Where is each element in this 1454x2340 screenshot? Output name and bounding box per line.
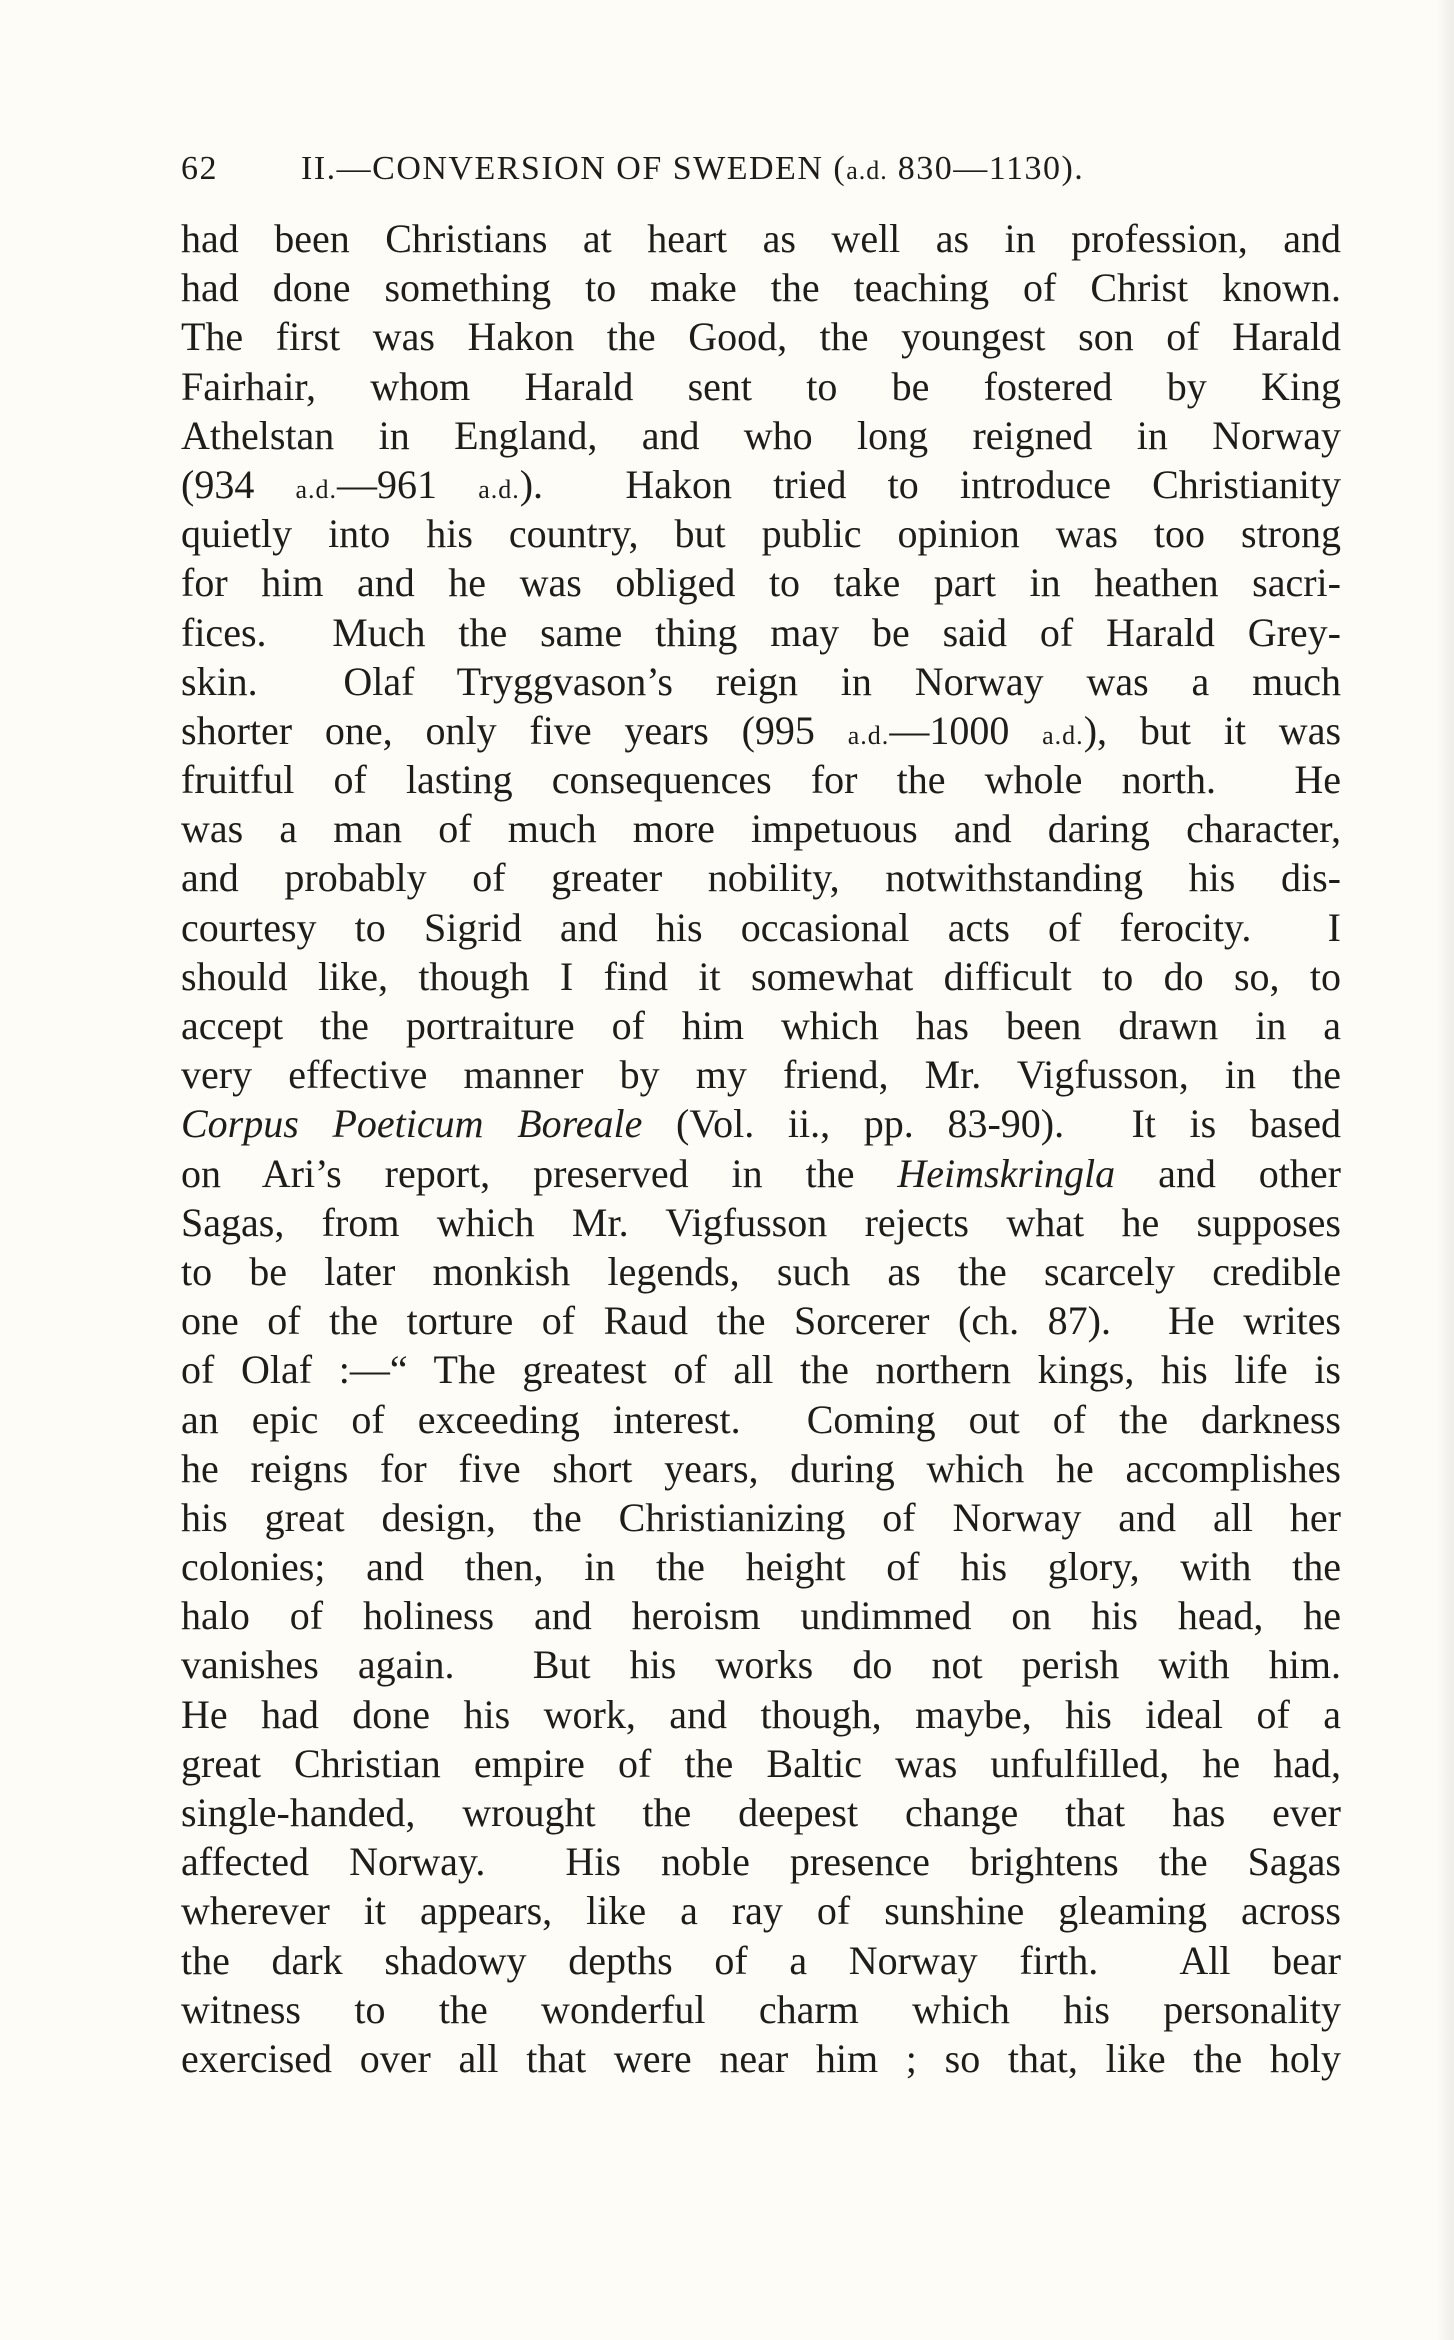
text-segment: vanishes again. But his works do not perish with him. bbox=[181, 1642, 1341, 1688]
text-line bbox=[181, 1001, 1341, 1050]
text-segment: for him and he was obliged to take part in heathen sacri- bbox=[181, 560, 1341, 606]
text-line bbox=[181, 1690, 1341, 1739]
text-segment: ). Hakon tried to introduce Christianity bbox=[519, 461, 1341, 507]
text-segment: and probably of greater nobility, notwithstanding his dis- bbox=[181, 855, 1341, 901]
text-segment: skin. Olaf Tryggvason’s reign in Norway was a much bbox=[181, 658, 1341, 704]
text-segment: he reigns for five short years, during which he accomplishes bbox=[181, 1445, 1341, 1491]
page-number: 62 bbox=[181, 150, 218, 187]
text-line bbox=[181, 1444, 1341, 1493]
text-line bbox=[181, 1985, 1341, 2034]
text-segment: affected Norway. His noble presence brightens the Sagas bbox=[181, 1839, 1341, 1885]
text-segment: was a man of much more impetuous and daring character, bbox=[181, 806, 1341, 852]
text-line bbox=[181, 1099, 1341, 1148]
text-segment: an epic of exceeding interest. Coming out of the darkness bbox=[181, 1396, 1341, 1442]
text-segment: should like, though I find it somewhat difficult to do so, to bbox=[181, 953, 1341, 999]
small-caps-era: a.d. bbox=[295, 474, 338, 504]
text-segment: quietly into his country, but public opinion was too strong bbox=[181, 511, 1341, 557]
text-line bbox=[181, 755, 1341, 804]
text-segment: He had done his work, and though, maybe, his ideal of a bbox=[181, 1691, 1341, 1737]
text-segment: Sagas, from which Mr. Vigfusson rejects what he supposes bbox=[181, 1199, 1341, 1245]
text-line bbox=[181, 1886, 1341, 1935]
chapter-title-era: a.d. bbox=[846, 156, 888, 185]
text-segment: to be later monkish legends, such as the scarcely credible bbox=[181, 1248, 1341, 1294]
text-segment: witness to the wonderful charm which his personality bbox=[181, 1986, 1341, 2032]
text-line bbox=[181, 1149, 1341, 1198]
text-line bbox=[181, 1493, 1341, 1542]
text-segment: had done something to make the teaching of Christ known. bbox=[181, 265, 1341, 311]
text-segment: accept the portraiture of him which has been drawn in a bbox=[181, 1003, 1341, 1048]
text-segment: very effective manner by my friend, Mr. Vigfusson, in the bbox=[181, 1052, 1341, 1098]
text-segment: of Olaf :—“ The greatest of all the northern kings, his life is bbox=[181, 1347, 1341, 1393]
text-segment: colonies; and then, in the height of his glory, with the bbox=[181, 1544, 1341, 1590]
text-line bbox=[181, 312, 1341, 361]
text-line bbox=[181, 1640, 1341, 1689]
text-line bbox=[181, 509, 1341, 558]
text-segment: —1000 bbox=[889, 707, 1043, 753]
text-segment: (Vol. ii., pp. 83-90). It is based bbox=[642, 1101, 1341, 1147]
text-segment: courtesy to Sigrid and his occasional acts of ferocity. I bbox=[181, 904, 1341, 950]
text-segment: the dark shadowy depths of a Norway firth. All bear bbox=[181, 1937, 1341, 1983]
text-line bbox=[181, 558, 1341, 607]
text-line bbox=[181, 460, 1341, 509]
small-caps-era: a.d. bbox=[1042, 720, 1084, 750]
text-line bbox=[181, 706, 1341, 755]
text-line bbox=[181, 2034, 1341, 2083]
text-segment: and other bbox=[1115, 1150, 1341, 1196]
italic-title: Corpus Poeticum Boreale bbox=[181, 1101, 643, 1147]
text-line bbox=[181, 1345, 1341, 1394]
text-line bbox=[181, 1788, 1341, 1837]
text-segment: Fairhair, whom Harald sent to be fostered by King bbox=[181, 363, 1341, 409]
text-segment: on Ari’s report, preserved in the bbox=[181, 1150, 898, 1196]
text-line bbox=[181, 608, 1341, 657]
text-line bbox=[181, 1739, 1341, 1788]
text-segment: —961 bbox=[337, 461, 479, 507]
text-segment: fruitful of lasting consequences for the whole north. He bbox=[181, 757, 1341, 803]
text-segment: exercised over all that were near him ; so that, like the holy bbox=[181, 2035, 1341, 2081]
text-line bbox=[181, 411, 1341, 460]
text-segment: halo of holiness and heroism undimmed on his head, he bbox=[181, 1593, 1341, 1639]
text-segment: single-handed, wrought the deepest change that has ever bbox=[181, 1790, 1341, 1835]
italic-title: Heimskringla bbox=[897, 1150, 1116, 1196]
running-head bbox=[181, 150, 1191, 200]
text-segment: shorter one, only five years (995 bbox=[181, 707, 848, 753]
text-segment: fices. Much the same thing may be said of Harald Grey- bbox=[181, 609, 1341, 655]
text-segment: his great design, the Christianizing of Norway and all her bbox=[181, 1494, 1341, 1540]
text-line bbox=[181, 362, 1341, 411]
text-line bbox=[181, 1591, 1341, 1640]
text-line bbox=[181, 1198, 1341, 1247]
text-line bbox=[181, 853, 1341, 902]
small-caps-era: a.d. bbox=[847, 720, 890, 750]
text-line bbox=[181, 263, 1341, 312]
text-segment: wherever it appears, like a ray of sunshine gleaming across bbox=[181, 1888, 1341, 1934]
text-segment: The first was Hakon the Good, the youngest son of Harald bbox=[181, 314, 1341, 360]
text-segment: great Christian empire of the Baltic was unfulfilled, he had, bbox=[181, 1740, 1341, 1786]
text-line bbox=[181, 1395, 1341, 1444]
chapter-title bbox=[301, 150, 1084, 188]
text-segment: one of the torture of Raud the Sorcerer (ch. 87). He writes bbox=[181, 1298, 1341, 1344]
text-line bbox=[181, 952, 1341, 1001]
page-edge-shadow bbox=[1436, 0, 1454, 2340]
text-line bbox=[181, 1936, 1341, 1985]
text-line bbox=[181, 1837, 1341, 1886]
body-text bbox=[181, 214, 1341, 2083]
text-line bbox=[181, 804, 1341, 853]
text-segment: Athelstan in England, and who long reigned in Norway bbox=[181, 412, 1341, 458]
text-line bbox=[181, 1247, 1341, 1296]
small-caps-era: a.d. bbox=[478, 474, 520, 504]
text-line bbox=[181, 1542, 1341, 1591]
text-line bbox=[181, 657, 1341, 706]
chapter-title-main: II.—CONVERSION OF SWEDEN ( bbox=[301, 150, 847, 187]
text-segment: had been Christians at heart as well as in profession, and bbox=[181, 216, 1341, 261]
chapter-title-dates: 830—1130). bbox=[887, 150, 1085, 187]
text-line bbox=[181, 903, 1341, 952]
text-line bbox=[181, 214, 1341, 263]
text-segment: ), but it was bbox=[1083, 707, 1341, 753]
text-line bbox=[181, 1050, 1341, 1099]
text-segment: (934 bbox=[181, 461, 296, 507]
text-line bbox=[181, 1296, 1341, 1345]
